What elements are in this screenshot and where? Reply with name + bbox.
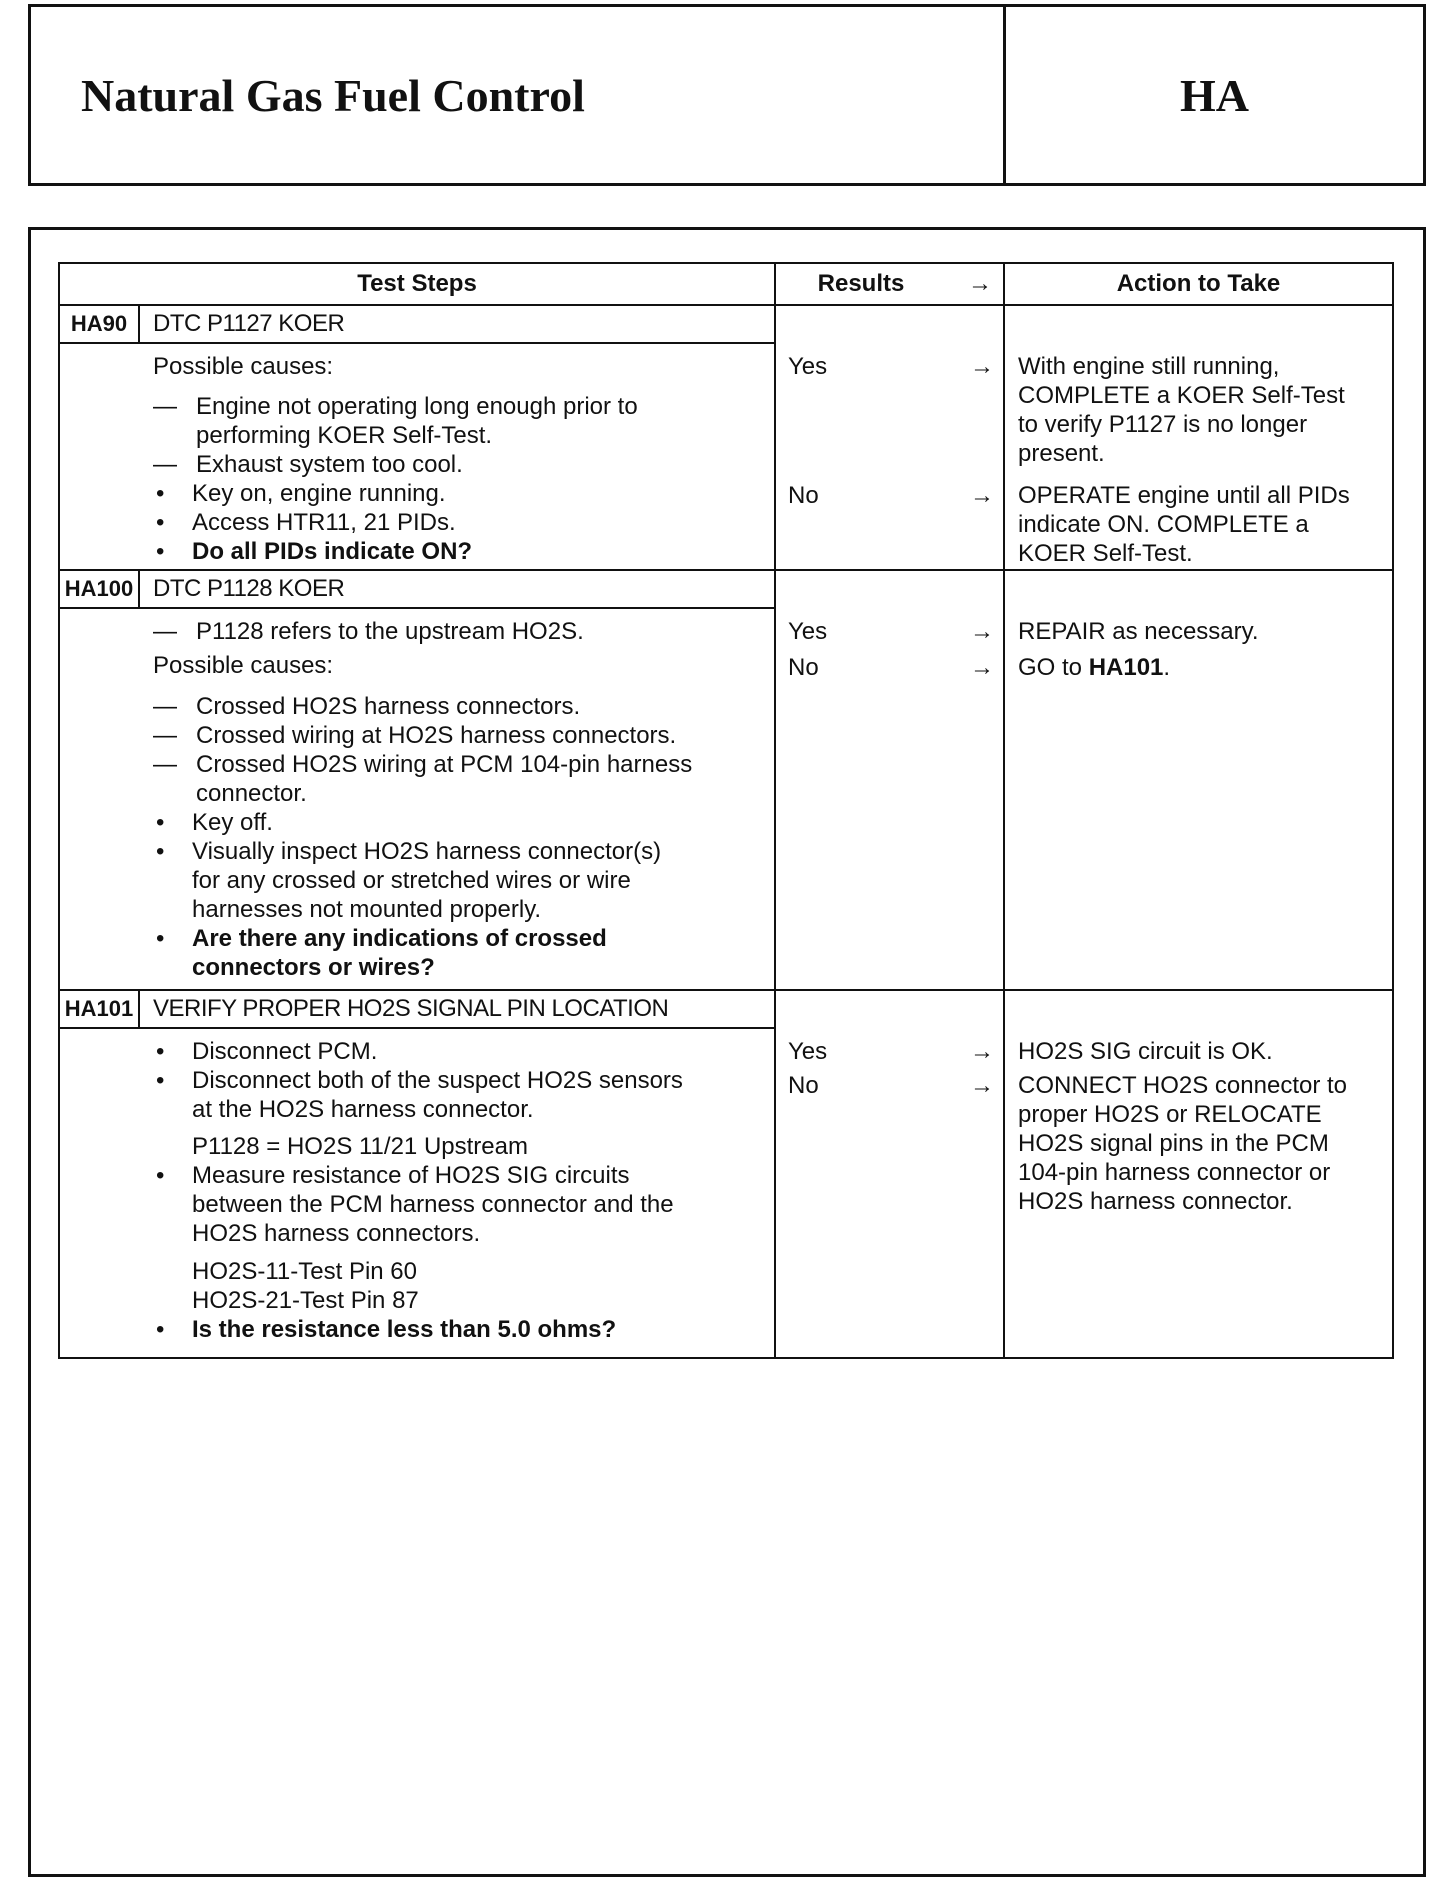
step-text: Key on, engine running. [192,480,446,507]
result-label: Yes [788,353,828,380]
diagnostic-table [58,262,1394,1359]
bullet-glyph: • [156,509,165,536]
step-text: Measure resistance of HO2S SIG circuits [192,1162,630,1189]
column-divider [774,264,776,1357]
action-text: HO2S SIG circuit is OK. [1018,1038,1273,1065]
header-results: Results [817,270,905,297]
bullet-glyph: • [156,838,165,865]
page-title: Natural Gas Fuel Control [81,70,585,121]
arrow-icon: → [970,353,994,380]
header-action: Action to Take [1116,270,1281,297]
step-text: HO2S-11-Test Pin 60 [192,1258,417,1285]
step-text: Crossed wiring at HO2S harness connectors. [196,722,677,749]
step-header-ha101 [60,991,776,1029]
step-header-ha90 [60,306,776,344]
action-text: OPERATE engine until all PIDs [1018,482,1350,509]
header-arrow: → [968,270,992,297]
column-divider [1003,264,1005,1357]
step-text: Crossed HO2S harness connectors. [196,693,581,720]
bullet-glyph: • [156,538,165,565]
dash-glyph: — [153,693,177,720]
header-code-cell [1006,7,1423,183]
action-text: 104-pin harness connector or [1018,1159,1331,1186]
step-text: Access HTR11, 21 PIDs. [192,509,456,536]
page-header [28,4,1426,186]
step-text: Exhaust system too cool. [196,451,463,478]
action-text: CONNECT HO2S connector to [1018,1072,1348,1099]
arrow-icon: → [970,1072,994,1099]
step-question: Do all PIDs indicate ON? [192,538,473,565]
action-text: to verify P1127 is no longer [1018,411,1308,438]
step-question: Are there any indications of crossed [192,925,607,952]
step-text: P1128 refers to the upstream HO2S. [196,618,584,645]
result-label: Yes [788,618,828,645]
step-text: Engine not operating long enough prior to [196,393,638,420]
step-text: between the PCM harness connector and the [192,1191,674,1218]
action-text: KOER Self-Test. [1018,540,1193,567]
step-text: P1128 = HO2S 11/21 Upstream [192,1133,528,1160]
bullet-glyph: • [156,1162,165,1189]
arrow-icon: → [970,482,994,509]
result-label: Yes [788,1038,828,1065]
action-text: proper HO2S or RELOCATE [1018,1101,1322,1128]
bullet-glyph: • [156,480,165,507]
step-text: connector. [196,780,307,807]
result-label: No [788,654,819,681]
step-text: Disconnect PCM. [192,1038,378,1065]
arrow-icon: → [970,654,994,681]
action-prefix: GO to [1018,654,1089,681]
bullet-glyph: • [156,809,165,836]
action-text: HO2S harness connector. [1018,1188,1293,1215]
dash-glyph: — [153,393,177,420]
step-id: HA90 [60,306,140,342]
dash-glyph: — [153,751,177,778]
bullet-glyph: • [156,925,165,952]
step-id: HA100 [60,571,140,607]
action-text: REPAIR as necessary. [1018,618,1259,645]
result-label: No [788,482,819,509]
step-text: harnesses not mounted properly. [192,896,542,923]
action-suffix: . [1163,654,1171,681]
step-text: Possible causes: [153,353,334,380]
step-text: performing KOER Self-Test. [196,422,493,449]
bullet-glyph: • [156,1316,165,1343]
step-header-ha100 [60,571,776,609]
step-question: Is the resistance less than 5.0 ohms? [192,1316,617,1343]
action-text: With engine still running, [1018,353,1280,380]
action-text: HO2S signal pins in the PCM [1018,1130,1329,1157]
step-text: HO2S harness connectors. [192,1220,481,1247]
dash-glyph: — [153,722,177,749]
step-title: VERIFY PROPER HO2S SIGNAL PIN LOCATION [153,995,669,1022]
step-title: DTC P1128 KOER [153,575,345,602]
step-id: HA101 [60,991,140,1027]
step-text: Possible causes: [153,652,334,679]
step-question: connectors or wires? [192,954,435,981]
step-text: Key off. [192,809,273,836]
step-text: Disconnect both of the suspect HO2S sensors [192,1067,683,1094]
goto-step-link[interactable]: HA101 [1088,654,1164,681]
dash-glyph: — [153,618,177,645]
action-text [1018,653,1170,682]
action-text: COMPLETE a KOER Self-Test [1018,382,1345,409]
action-text: present. [1018,440,1105,467]
step-text: at the HO2S harness connector. [192,1096,534,1123]
header-title-cell [31,7,1006,183]
arrow-icon: → [970,1038,994,1065]
result-label: No [788,1072,819,1099]
step-text: Visually inspect HO2S harness connector(s) [192,838,662,865]
header-test-steps: Test Steps [357,270,477,297]
step-text: for any crossed or stretched wires or wire [192,867,631,894]
arrow-icon: → [970,618,994,645]
action-text: indicate ON. COMPLETE a [1018,511,1309,538]
section-code: HA [1180,70,1249,121]
bullet-glyph: • [156,1067,165,1094]
step-title: DTC P1127 KOER [153,310,345,337]
step-text: HO2S-21-Test Pin 87 [192,1287,419,1314]
bullet-glyph: • [156,1038,165,1065]
step-text: Crossed HO2S wiring at PCM 104-pin harness [196,751,693,778]
dash-glyph: — [153,451,177,478]
